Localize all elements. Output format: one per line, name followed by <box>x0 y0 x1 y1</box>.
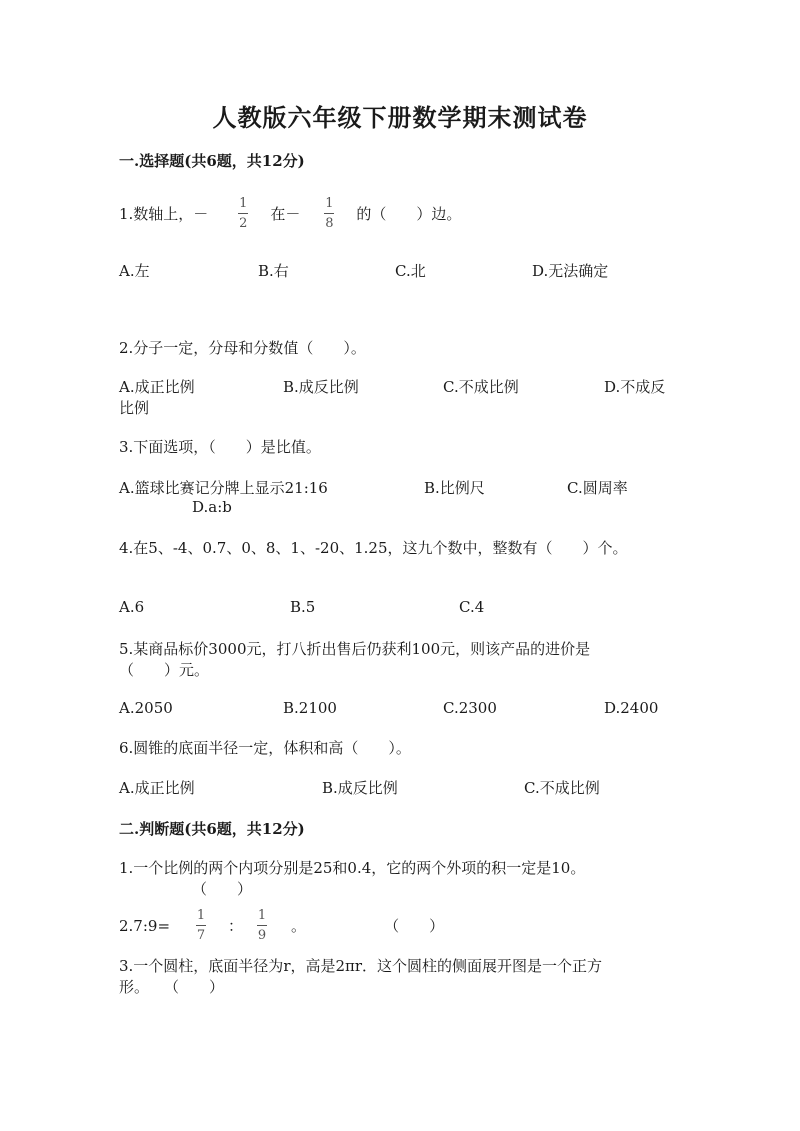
option-d: D.不成反 <box>604 378 666 396</box>
question-text: 的（ ）边。 <box>356 205 462 223</box>
option-a: A.篮球比赛记分牌上显示21:16 <box>119 479 328 497</box>
fraction-bar <box>196 925 206 926</box>
judge-question-3-continued: 形。 （ ） <box>119 978 225 996</box>
option-b: B.右 <box>258 262 289 280</box>
fraction-denominator: 7 <box>196 928 206 943</box>
fraction <box>238 196 248 231</box>
ratio-colon: ： <box>228 917 244 935</box>
fraction-bar <box>324 213 334 214</box>
judge-question-2 <box>119 908 444 943</box>
fraction-bar <box>238 213 248 214</box>
fraction-numerator: 1 <box>257 908 267 923</box>
option-a: A.左 <box>119 262 150 280</box>
option-b: B.比例尺 <box>424 479 485 497</box>
option-a: A.成正比例 <box>119 378 195 396</box>
option-a: A.成正比例 <box>119 779 195 797</box>
question-text: 1.数轴上，－ <box>119 205 209 223</box>
option-d: D.2400 <box>604 699 659 717</box>
question-5: 5.某商品标价3000元，打八折出售后仍获利100元，则该产品的进价是 <box>119 640 591 658</box>
option-c: C.不成比例 <box>443 378 519 396</box>
option-c: C.4 <box>459 598 485 616</box>
question-3: 3.下面选项，（ ）是比值。 <box>119 438 321 456</box>
fraction-denominator: 8 <box>325 216 334 231</box>
option-c: C.不成比例 <box>524 779 600 797</box>
question-text: 在－ <box>270 205 301 223</box>
fraction-numerator: 1 <box>196 908 206 923</box>
fraction <box>257 908 267 943</box>
option-b: B.成反比例 <box>322 779 398 797</box>
option-b: B.5 <box>290 598 316 616</box>
section-heading-true-false: 二.判断题(共6题，共12分) <box>119 820 305 838</box>
question-2: 2.分子一定，分母和分数值（ ）。 <box>119 339 366 357</box>
fraction-bar <box>257 925 267 926</box>
question-5-continued: （ ）元。 <box>119 661 210 679</box>
page-title: 人教版六年级下册数学期末测试卷 <box>212 103 588 132</box>
question-4: 4.在5、-4、0.7、0、8、1、-20、1.25，这九个数中，整数有（ ）个。 <box>119 539 628 557</box>
fraction-numerator: 1 <box>239 196 248 211</box>
option-d: D.a:b <box>192 498 232 516</box>
option-c: C.2300 <box>443 699 497 717</box>
fraction-numerator: 1 <box>325 196 334 211</box>
option-a: A.6 <box>119 598 145 616</box>
option-c: C.圆周率 <box>567 479 628 497</box>
option-b: B.2100 <box>283 699 337 717</box>
option-a: A.2050 <box>119 699 173 717</box>
fraction <box>324 196 334 231</box>
question-text: 2.7:9= <box>119 916 171 935</box>
judge-question-1: 1.一个比例的两个内项分别是25和0.4，它的两个外项的积一定是10。 <box>119 859 586 877</box>
question-6: 6.圆锥的底面半径一定，体积和高（ ）。 <box>119 739 411 757</box>
option-b: B.成反比例 <box>283 378 359 396</box>
answer-blank: （ ） <box>192 880 253 898</box>
option-d: D.无法确定 <box>532 262 609 280</box>
section-heading-multiple-choice: 一.选择题(共6题，共12分) <box>119 152 305 170</box>
option-d-wrap: 比例 <box>119 399 150 417</box>
answer-blank: （ ） <box>384 917 445 935</box>
fraction <box>196 908 206 943</box>
fraction-denominator: 2 <box>239 216 248 231</box>
question-1 <box>119 196 461 231</box>
question-text: 。 <box>291 917 307 935</box>
fraction-denominator: 9 <box>257 928 267 943</box>
option-c: C.北 <box>395 262 426 280</box>
judge-question-3: 3.一个圆柱，底面半径为r，高是2πr．这个圆柱的侧面展开图是一个正方 <box>119 957 603 975</box>
